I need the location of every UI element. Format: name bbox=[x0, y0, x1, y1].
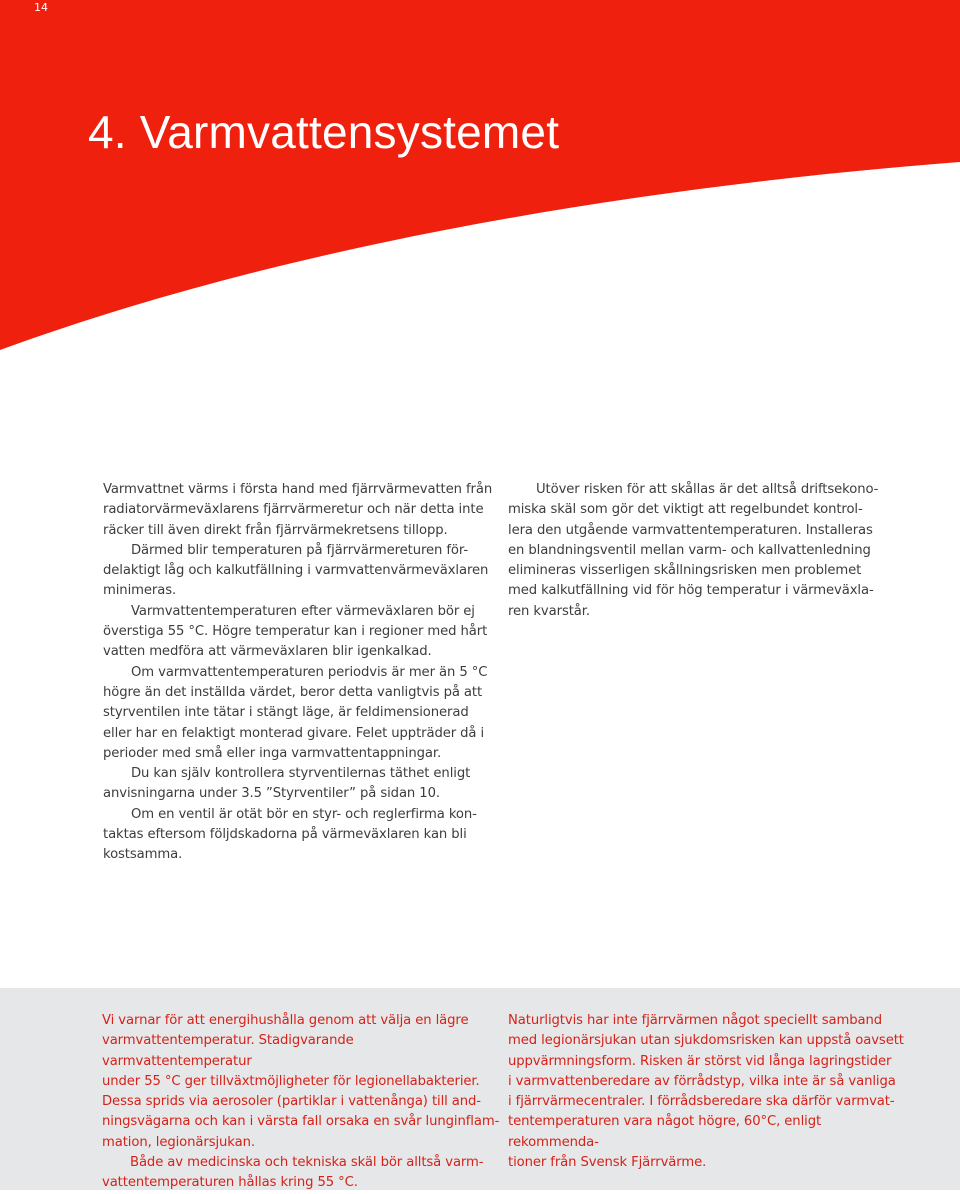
paragraph: Du kan själv kontrollera styrventilernas täthet enligt anvisningarna under 3.5 ”Styrventiler” på sidan 10. bbox=[103, 766, 471, 802]
paragraph: Varmvattnet värms i första hand med fjärrvärmevatten från radiatorvärmeväxlarens fjärrvärmeretur och när detta inte räcker till även direkt från fjärrvärmekretsens tillopp. bbox=[103, 482, 493, 538]
paragraph: Utöver risken för att skållas är det alltså driftsekono- miska skäl som gör det viktigt att regelbundet kontrol- lera den utgående varmvattentemperaturen. Installeras en blandningsventil mellan varm- och kallvattenledning elimineras visserligen skållningsrisken men problemet med kalkutfällning vid för hög temperatur i värmeväxla- ren kvarstår. bbox=[508, 482, 879, 619]
callout-right-column bbox=[508, 1011, 908, 1173]
callout-left-column bbox=[102, 1011, 500, 1194]
paragraph: Varmvattentemperaturen efter värmeväxlaren bör ej överstiga 55 °C. Högre temperatur kan i regioner med hårt vatten medföra att värmeväxlaren blir igenkalkad. bbox=[103, 603, 488, 660]
legionella-callout-box bbox=[0, 988, 960, 1190]
red-header-banner bbox=[0, 0, 960, 360]
page-number: 14 bbox=[34, 1, 48, 14]
paragraph: Vi varnar för att energihushålla genom att välja en lägre varmvattentemperatur. Stadigvarande varmvattentemperatur under 55 °C ger tillväxtmöjligheter för legionellabakterier. Dessa sprids via aerosoler (partiklar i vattenånga) till and- ningsvägarna och kan i värsta fall orsaka en svår lunginflam- mation, legionärsjukan. bbox=[102, 1013, 500, 1150]
paragraph: Både av medicinska och tekniska skäl bör alltså varm- vattentemperaturen hållas kring 55 °C. bbox=[102, 1155, 484, 1191]
header-curve-shape bbox=[0, 0, 960, 350]
paragraph: Om en ventil är otät bör en styr- och reglerfirma kon- taktas eftersom följdskadorna på värmeväxlaren kan bli kostsamma. bbox=[103, 806, 477, 863]
body-right-column bbox=[508, 480, 898, 622]
paragraph: Naturligtvis har inte fjärrvärmen något speciellt samband med legionärsjukan utan sjukdomsrisken kan uppstå oavsett uppvärmningsform. Risken är störst vid långa lagringstider i varmvattenberedare av förrådstyp, vilka inte är så vanliga i fjärrvärmecentraler. I förrådsberedare ska därför varmvat- tentemperaturen vara något högre, 60°C, enligt rekommenda- tioner från Svensk Fjärrvärme. bbox=[508, 1013, 904, 1171]
paragraph: Därmed blir temperaturen på fjärrvärmereturen för- delaktigt låg och kalkutfällning i varmvattenvärmeväxlaren minimeras. bbox=[103, 542, 489, 599]
chapter-title: 4. Varmvattensystemet bbox=[88, 106, 560, 158]
paragraph: Om varmvattentemperaturen periodvis är mer än 5 °C högre än det inställda värdet, beror detta vanligtvis på att styrventilen inte tätar i stängt läge, är feldimensionerad eller har en felaktigt monterad givare. Felet uppträder då i perioder med små eller inga varmvattentappningar. bbox=[103, 664, 488, 761]
body-left-column bbox=[103, 480, 498, 866]
